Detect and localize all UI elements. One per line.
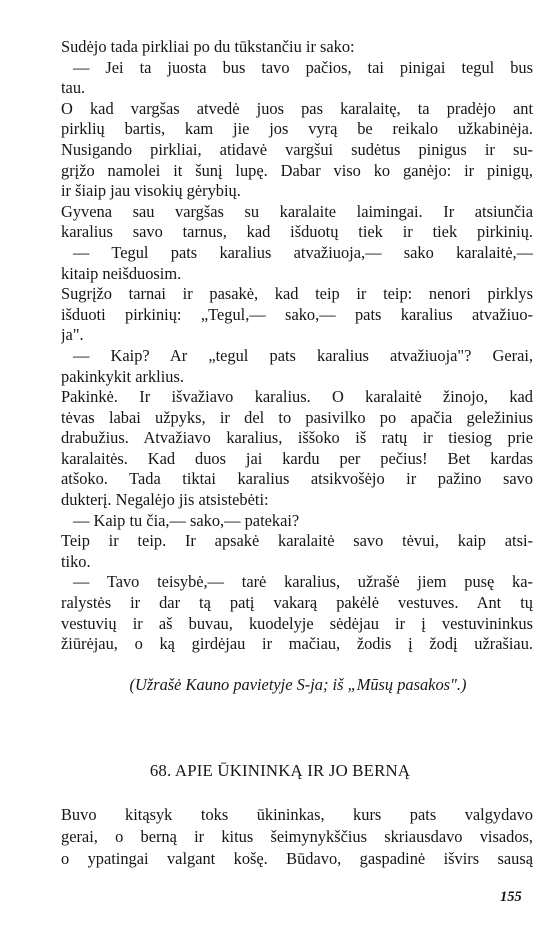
text-line: gerai, o berną ir kitus šeimynykščius skriausdavo visados, bbox=[61, 827, 533, 846]
text-line: ir šiaip jau visokių gėrybių. bbox=[61, 181, 241, 201]
text-line: drabužius. Atvažiavo karalius, iššoko iš ratų ir tiesiog prie bbox=[61, 428, 533, 448]
text-line: žiūrėjau, o ką girdėjau ir mačiau, žodis į žodį užrašiau. bbox=[61, 634, 533, 654]
text-line: kitaip neišduosim. bbox=[61, 263, 182, 283]
text-line: — Kaip? Ar „tegul pats karalius atvažiuoja"? Gerai, bbox=[73, 345, 533, 365]
chapter-heading: 68. APIE ŪKININKĄ IR JO BERNĄ bbox=[149, 761, 411, 780]
text-line: išduoti pirkinių: „Tegul,— sako,— pats karalius atvažiuo- bbox=[61, 304, 533, 324]
story-text-block bbox=[61, 37, 533, 655]
text-line: Teip ir teip. Ir apsakė karalaitė savo tėvui, kaip atsi- bbox=[61, 531, 533, 551]
text-line: tiko. bbox=[61, 551, 91, 571]
text-line: dukterį. Negalėjo jis atsistebėti: bbox=[61, 490, 269, 510]
text-line: tau. bbox=[61, 78, 86, 98]
text-line: tėvas labai užpyks, ir del to pasivilko po apačia geležinius bbox=[61, 407, 533, 427]
text-line: grįžo namolei it šunį lupę. Dabar viso ko ganėjo: ir pinigų, bbox=[61, 160, 533, 180]
text-line: — Tavo teisybė,— tarė karalius, užrašė jiem pusę ka- bbox=[73, 572, 533, 592]
text-line: — Tegul pats karalius atvažiuoja,— sako karalaitė,— bbox=[73, 242, 533, 262]
text-line: Buvo kitąsyk toks ūkininkas, kurs pats valgydavo bbox=[61, 805, 533, 824]
text-line: karalius savo tarnus, kad išduotų tiek ir tiek pirkinių. bbox=[61, 222, 533, 242]
text-line: Sudėjo tada pirkliai po du tūkstančiu ir sako: bbox=[61, 37, 355, 56]
source-note: (Užrašė Kauno pavietyje S-ja; iš „Mūsų pasakos".) bbox=[129, 675, 467, 694]
text-line: pakinkykit arklius. bbox=[61, 366, 184, 386]
text-line: Gyvena sau vargšas su karalaite laimingai. Ir atsiunčia bbox=[61, 201, 533, 221]
text-line: Pakinkė. Ir išvažiavo karalius. O karalaitė žinojo, kad bbox=[61, 387, 533, 407]
text-line: karalaitės. Kad duos jai kardu per pečius! Bet kardas bbox=[61, 448, 533, 468]
text-line: vestuvių ir aš buvau, kuodelyje sėdėjau ir į vestuvininkus bbox=[61, 613, 533, 633]
text-line: — Kaip tu čia,— sako,— patekai? bbox=[73, 510, 300, 530]
text-line: atšoko. Tada tiktai karalius atsikvošėjo ir pažino savo bbox=[61, 469, 533, 489]
text-line: Sugrįžo tarnai ir pasakė, kad teip ir teip: nenori pirklys bbox=[61, 284, 533, 304]
text-line: ralystės ir dar tą patį vakarą pakėlė vestuves. Ant tų bbox=[61, 593, 533, 613]
text-line: pirklių bartis, kam jie jos vyrą be reikalo užkabinėja. bbox=[61, 119, 533, 139]
text-line: ja". bbox=[61, 325, 84, 345]
text-line: o ypatingai valgant košę. Būdavo, gaspadinė išvirs sausą bbox=[61, 849, 533, 868]
text-line: O kad vargšas atvedė juos pas karalaitę, ta pradėjo ant bbox=[61, 98, 533, 118]
text-line: — Jei ta juosta bus tavo pačios, tai pinigai tegul bus bbox=[73, 57, 533, 77]
page-number: 155 bbox=[500, 889, 522, 905]
new-story-text-block bbox=[61, 804, 533, 870]
text-line: Nusigando pirkliai, atidavė vargšui sudėtus pinigus ir su- bbox=[61, 139, 533, 159]
